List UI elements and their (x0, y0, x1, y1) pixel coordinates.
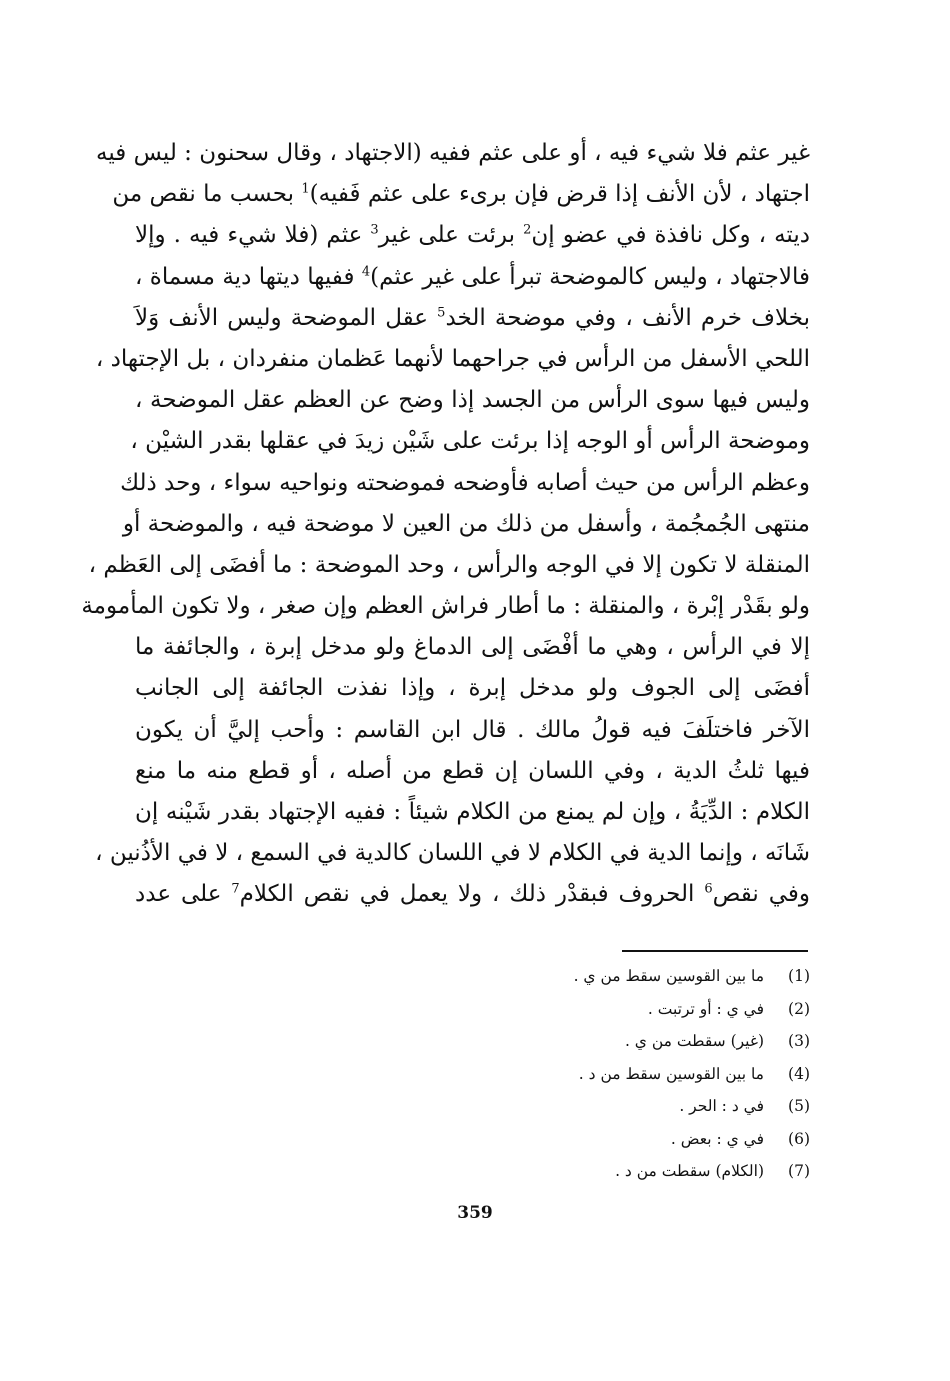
footnote-ref[interactable]: 1 (301, 181, 310, 197)
footnote-item (490, 1025, 810, 1058)
text-line: شَانَه ، وإنما الدية في الكلام لا في اللسان كالدية في السمع ، لا في الأذُنين ، (95, 840, 810, 867)
text-line: الآخر فاختلَفَ فيه قولُ مالك . قال ابن القاسم : وأحب إليَّ أن يكون (135, 716, 810, 743)
text-line: بخلاف خرم الأنف ، وفي موضحة الخد$^5$ عقل الموضحة وليس الأنف وَلاَ (135, 304, 811, 331)
footnote-item (490, 1123, 810, 1156)
footnotes (490, 960, 810, 1188)
footnote-text: في ي : بعض . (670, 1129, 764, 1148)
text-line: إلا في الرأس ، وهي ما أفْضَى إلى الدماغ ولو مدخل إبرة ، والجائفة ما (135, 634, 810, 661)
text-line: أفضَى إلى الجوف ولو مدخل إبرة ، وإذا نفذت الجائفة إلى الجانب (135, 675, 810, 702)
footnote-item (490, 1058, 810, 1091)
text-line: وموضحة الرأس أو الوجه إذا برئت على شَيْن زيدَ في عقلها بقدر الشيْن ، (130, 428, 810, 455)
text-line: ديته ، وكل نافذة في عضو إن$^2$ برئت على غير$^3$ عثم (فلا شيء فيه . وإلا (135, 222, 810, 249)
footnote-text: ما بين القوسين سقط من د . (578, 1064, 764, 1083)
footnote-text: (غير) سقطت من ي . (624, 1032, 764, 1050)
footnote-item (490, 1090, 810, 1123)
text-line: المنقلة لا تكون إلا في الوجه والرأس ، وحد الموضحة : ما أفضَى إلى العَظم ، (88, 551, 810, 578)
footnote-separator (622, 950, 808, 952)
footnote-text: في د : الحر . (679, 1097, 764, 1115)
footnote-number: (1) (788, 967, 810, 985)
footnote-text: ما بين القوسين سقط من ي . (573, 967, 764, 985)
text-line: ولو بقَدْر إبْرة ، والمنقلة : ما أطار فراش العظم وإن صغر ، ولا تكون المأمومة (81, 593, 810, 620)
footnote-item (490, 993, 810, 1026)
footnote-ref[interactable]: 7 (231, 881, 240, 897)
text-line: فالاجتهاد ، وليس كالموضحة تبرأ على غير عثم)$^4$ ففيها ديتها دية مسماة ، (135, 263, 810, 290)
footnote-number: (3) (788, 1032, 810, 1050)
footnote-ref[interactable]: 2 (523, 222, 532, 238)
footnote-ref[interactable]: 6 (704, 881, 713, 897)
footnote-number: (2) (788, 999, 810, 1018)
footnote-ref[interactable]: 4 (361, 263, 371, 279)
text-line: الكلام : الدِّيَةُ ، وإن لم يمنع من الكلام شيئاً : ففيه الإجتهاد بقدر شَيْنه إن (135, 799, 810, 825)
footnote-ref[interactable]: 3 (370, 222, 379, 238)
footnote-text: في ي : أو ترتبت . (647, 999, 764, 1018)
text-line: وعظم الرأس من حيث أصابه فأوضحه فموضحته ونواحيه سواء ، وحد ذلك (120, 469, 810, 496)
footnote-item (490, 960, 810, 993)
text-line: فيها ثلثُ الدية ، وفي اللسان إن قطع من أصله ، أو قطع منه ما منع (135, 757, 810, 784)
footnote-text: (الكلام) سقطت من د . (615, 1162, 764, 1180)
text-line: وفي نقص$^6$ الحروف فبقدْر ذلك ، ولا يعمل في نقص الكلام$^7$ على عدد (135, 881, 811, 908)
text-line: اجتهاد ، لأن الأنف إذا قرض فإن برىء على عثم فَفيه)$^1$ بحسب ما نقص من (112, 181, 810, 208)
footnote-item (490, 1155, 810, 1188)
main-text (81, 133, 811, 916)
text-line: منتهى الجُمجُمة ، وأسفل من ذلك من العين لا موضحة فيه ، والموضحة أو (122, 510, 810, 537)
footnote-number: (5) (788, 1097, 810, 1115)
footnote-number: (7) (788, 1162, 810, 1180)
text-line: اللحي الأسفل من الرأس في جراحهما لأنهما عَظمان منفردان ، بل الإجتهاد ، (95, 345, 810, 372)
page-number: 359 (457, 1203, 493, 1223)
text-line: غير عثم فلا شيء فيه ، أو على عثم ففيه (الاجتهاد ، وقال سحنون : ليس فيه (96, 140, 810, 166)
text-line: وليس فيها سوى الرأس من الجسد إذا وضح عن العظم عقل الموضحة ، (135, 387, 810, 414)
footnote-number: (4) (788, 1064, 810, 1083)
footnote-number: (6) (788, 1129, 810, 1148)
footnote-ref[interactable]: 5 (437, 305, 446, 321)
